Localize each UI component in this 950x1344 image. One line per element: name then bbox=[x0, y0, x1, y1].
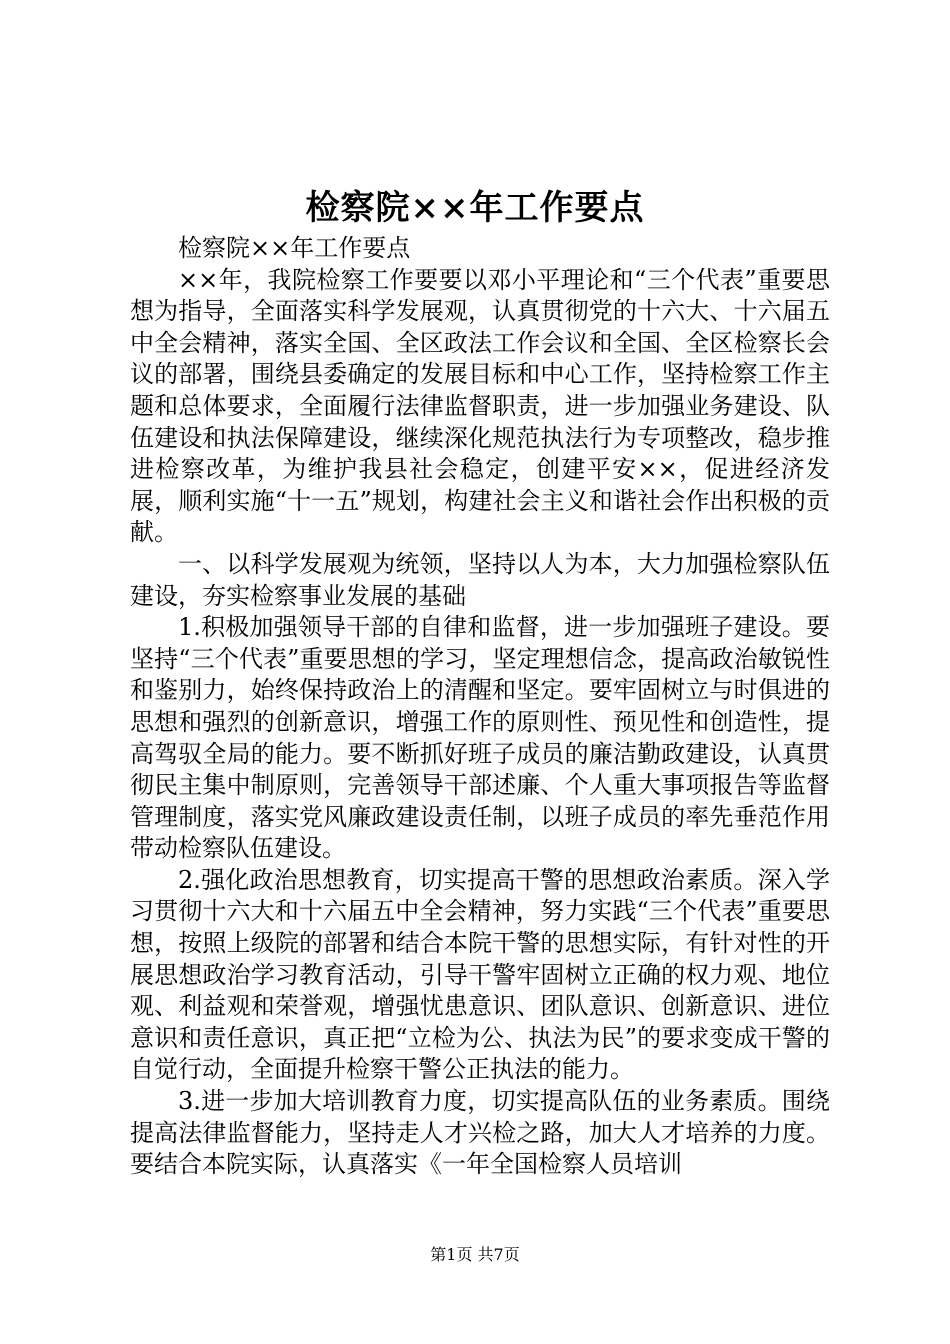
paragraph-item-3: 3.进一步加大培训教育力度，切实提高队伍的业务素质。围绕提高法律监督能力，坚持走人才兴检之路，加大人才培养的力度。要结合本院实际，认真落实《一年全国检察人员培训 bbox=[130, 1087, 830, 1179]
document-title: 检察院××年工作要点 bbox=[305, 188, 645, 228]
paragraph-item-2: 2.强化政治思想教育，切实提高干警的思想政治素质。深入学习贯彻十六大和十六届五中全会精神，努力实践“三个代表”重要思想，按照上级院的部署和结合本院干警的思想实际，有针对性的开展思想政治学习教育活动，引导干警牢固树立正确的权力观、地位观、利益观和荣誉观，增强忧患意识、团队意识、创新意识、进位意识和责任意识，真正把“立检为公、执法为民”的要求变成干警的自觉行动，全面提升检察干警公正执法的能力。 bbox=[130, 865, 830, 1084]
document-body bbox=[130, 233, 830, 1181]
section-heading-1: 一、以科学发展观为统领，坚持以人为本，大力加强检察队伍建设，夯实检察事业发展的基础 bbox=[130, 549, 830, 610]
paragraph-intro: ××年，我院检察工作要要以邓小平理论和“三个代表”重要思想为指导，全面落实科学发展观，认真贯彻党的十六大、十六届五中全会精神，落实全国、全区政法工作会议和全国、全区检察长会议的部署，围绕县委确定的发展目标和中心工作，坚持检察工作主题和总体要求，全面履行法律监督职责，进一步加强业务建设、队伍建设和执法保障建设，继续深化规范执法行为专项整改，稳步推进检察改革，为维护我县社会稳定，创建平安××，促进经济发展，顺利实施“十一五”规划，构建社会主义和谐社会作出积极的贡献。 bbox=[130, 265, 830, 547]
paragraph-subtitle: 检察院××年工作要点 bbox=[178, 234, 411, 262]
paragraph-item-1: 1.积极加强领导干部的自律和监督，进一步加强班子建设。要坚持“三个代表”重要思想的学习，坚定理想信念，提高政治敏锐性和鉴别力，始终保持政治上的清醒和坚定。要牢固树立与时俱进的思想和强烈的创新意识，增强工作的原则性、预见性和创造性，提高驾驭全局的能力。要不断抓好班子成员的廉洁勤政建设，认真贯彻民主集中制原则，完善领导干部述廉、个人重大事项报告等监督管理制度，落实党风廉政建设责任制，以班子成员的率先垂范作用带动检察队伍建设。 bbox=[130, 613, 830, 863]
page-number-footer: 第1页 共7页 bbox=[430, 1245, 520, 1264]
